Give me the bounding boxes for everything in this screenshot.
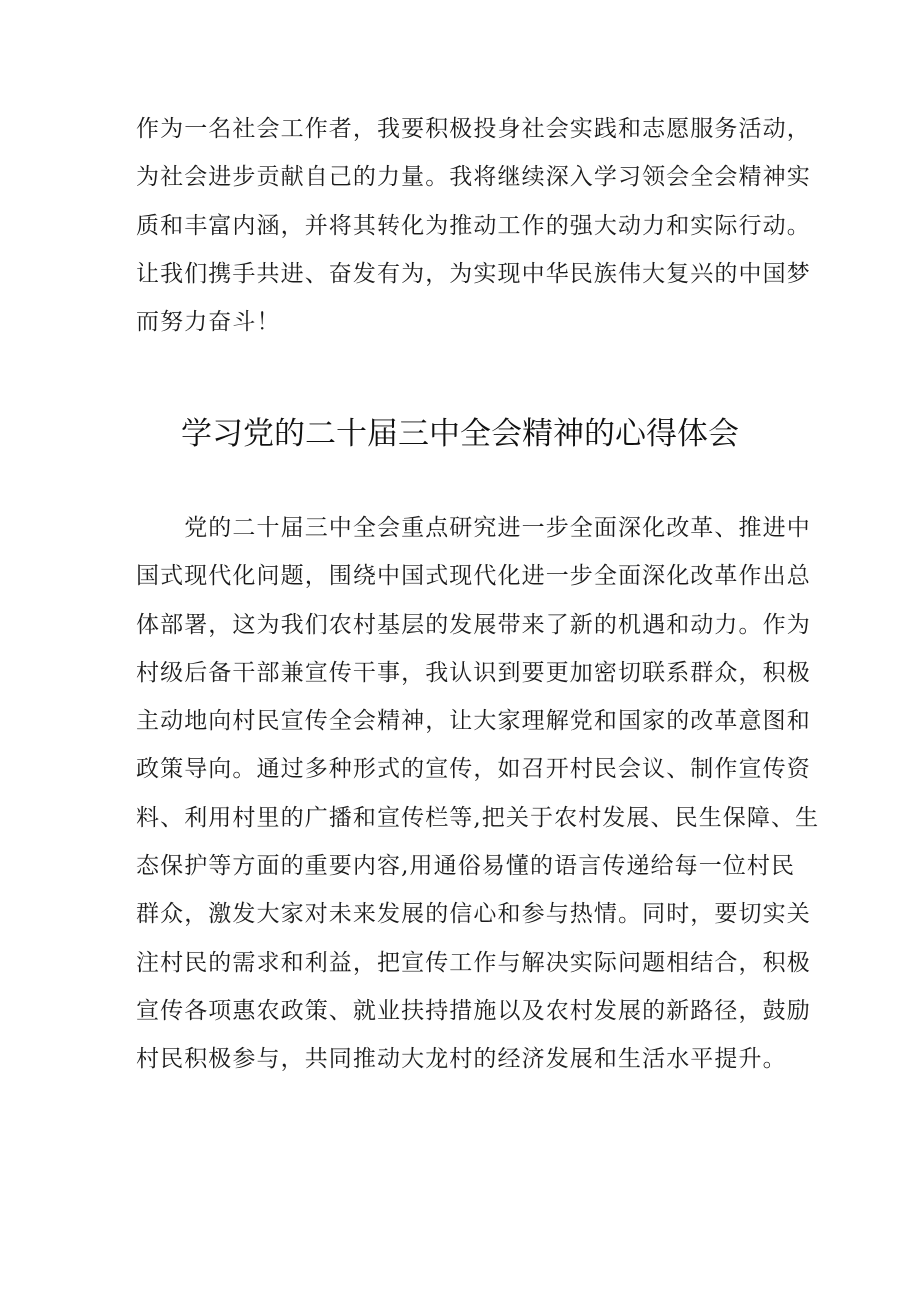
paragraph-line: 村民积极参与，共同推动大龙村的经济发展和生活水平提升。	[136, 1046, 787, 1073]
main-paragraph	[136, 504, 820, 1084]
paragraph-line: 政策导向。通过多种形式的宣传，如召开村民会议、制作宣传资	[136, 756, 811, 783]
document-title: 学习党的二十届三中全会精神的心得体会	[181, 416, 739, 452]
paragraph-line: 体部署，这为我们农村基层的发展带来了新的机遇和动力。作为	[136, 611, 811, 638]
paragraph-line: 态保护等方面的重要内容,用通俗易懂的语言传递给每一位村民	[136, 853, 796, 880]
paragraph-line: 为社会进步贡献自己的力量。我将继续深入学习领会全会精神实	[136, 164, 811, 191]
paragraph-line: 质和丰富内涵，并将其转化为推动工作的强大动力和实际行动。	[136, 212, 811, 239]
paragraph-line: 作为一名社会工作者，我要积极投身社会实践和志愿服务活动，	[136, 116, 811, 142]
paragraph-line: 国式现代化问题，围绕中国式现代化进一步全面深化改革作出总	[136, 563, 811, 590]
paragraph-line: 党的二十届三中全会重点研究进一步全面深化改革、推进中	[136, 515, 811, 541]
intro-paragraph	[136, 105, 811, 346]
paragraph-line: 而努力奋斗！	[136, 309, 281, 336]
paragraph-line: 注村民的需求和利益，把宣传工作与解决实际问题相结合，积极	[136, 949, 811, 976]
paragraph-line: 宣传各项惠农政策、就业扶持措施以及农村发展的新路径，鼓励	[136, 997, 811, 1024]
paragraph-line: 主动地向村民宣传全会精神，让大家理解党和国家的改革意图和	[136, 708, 811, 735]
paragraph-line: 村级后备干部兼宣传干事，我认识到要更加密切联系群众，积极	[136, 659, 811, 686]
paragraph-line: 料、利用村里的广播和宣传栏等,把关于农村发展、民生保障、生	[136, 804, 820, 831]
paragraph-line: 让我们携手共进、奋发有为，为实现中华民族伟大复兴的中国梦	[136, 260, 811, 287]
paragraph-line: 群众，激发大家对未来发展的信心和参与热情。同时，要切实关	[136, 901, 811, 928]
